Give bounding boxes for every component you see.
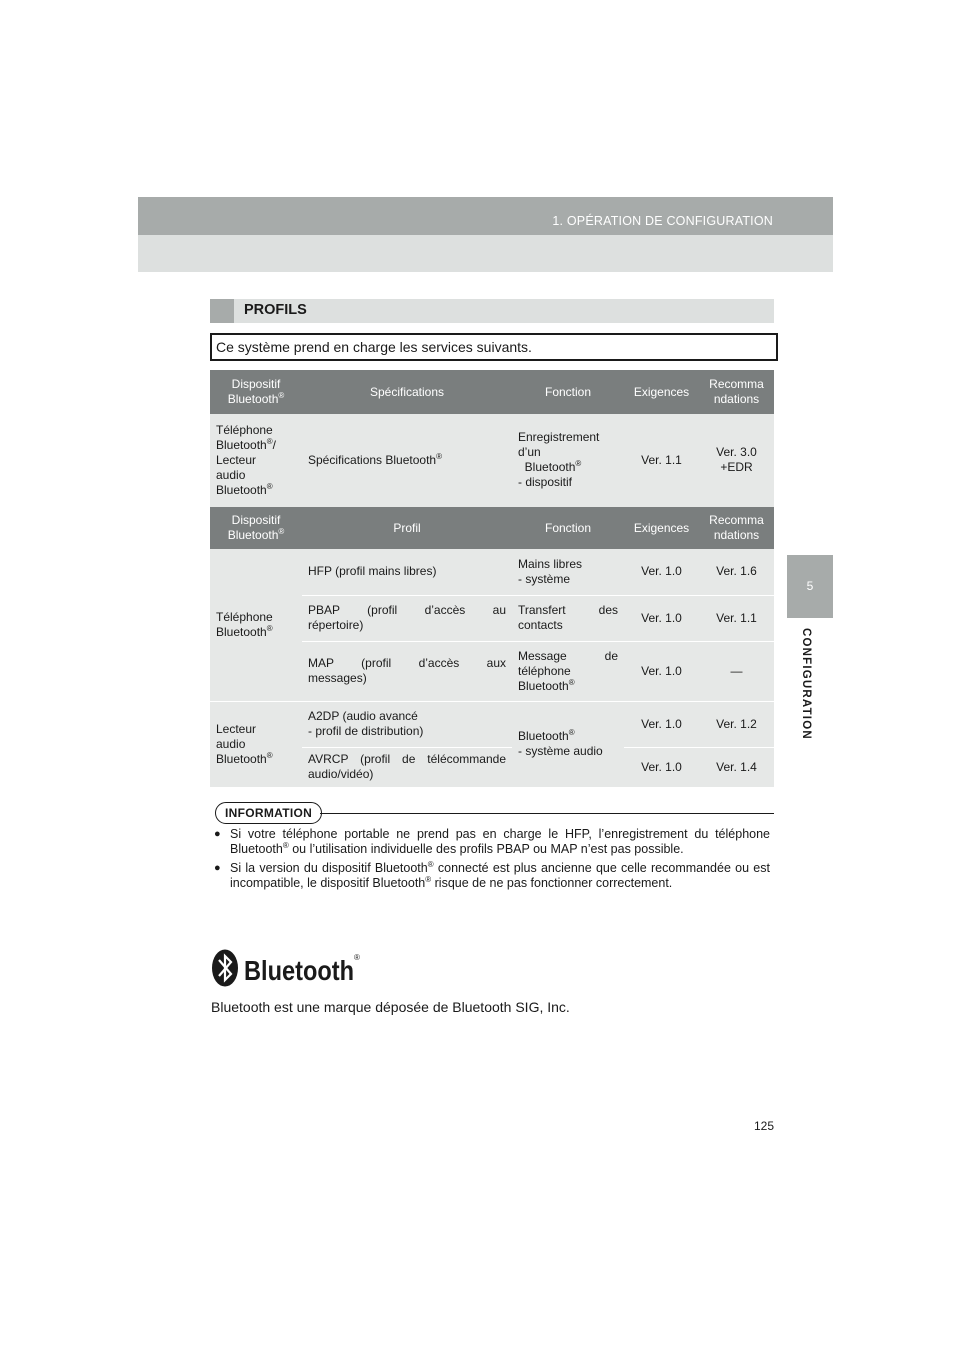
cell-text: Bluetooth [216,482,267,497]
cell-text: AVRCP (profil de télécommande [308,752,506,766]
recommendation-cell: Ver. 1.4 [699,747,774,787]
cell-text: contacts [518,618,563,632]
col-header-device [210,507,302,549]
cell-text: Bluetooth [518,678,569,693]
cell-text: PBAP (profil d’accès au [308,603,506,617]
recommendation-cell: Ver. 1.2 [699,701,774,747]
table-header-row [210,370,774,414]
header-text: Dispositif [231,377,281,391]
col-header-spec: Spécifications [302,370,512,414]
function-cell [512,701,624,787]
header-text: ndations [713,392,760,406]
info-text: connecté est plus ancienne que celle recommandée ou est incompatible, le dispositif Bluetooth [230,861,770,890]
col-header-requirement: Exigences [624,507,699,549]
header-text: Bluetooth [227,392,279,406]
col-header-profile: Profil [302,507,512,549]
cell-text: répertoire) [308,618,364,632]
bluetooth-logo [211,948,361,988]
recommendation-cell [699,414,774,507]
profile-table [210,507,774,788]
chapter-tab [787,555,833,618]
cell-text: MAP (profil d’accès aux [308,656,506,670]
cell-text: Transfert des [518,603,618,617]
cell-text: +EDR [720,460,753,475]
requirement-cell: Ver. 1.0 [624,701,699,747]
registered-mark: ® [282,840,289,850]
registered-mark: ® [266,623,273,633]
registered-mark: ® [266,481,273,491]
cell-text: - système audio [518,744,603,758]
device-cell [210,549,302,701]
function-cell [512,641,624,701]
registered-mark: ® [266,436,273,446]
table-row [210,414,774,507]
page-number: 125 [754,1119,775,1133]
information-list [214,827,770,895]
cell-text: Lecteur [216,721,257,736]
page-header-bar [138,197,833,235]
requirement-cell: Ver. 1.0 [624,595,699,641]
info-text: ou l’utilisation individuelle des profils PBAP ou MAP n’est pas possible. [288,842,684,856]
registered-mark: ® [436,451,442,461]
recommendation-cell: Ver. 1.1 [699,595,774,641]
bluetooth-rune-icon [212,950,238,987]
information-rule [320,813,774,814]
cell-text: Lecteur [216,452,257,467]
profile-cell: HFP (profil mains libres) [302,549,512,595]
header-text: ndations [713,528,760,542]
table-row [210,701,774,747]
cell-text: Bluetooth [216,624,267,639]
section-heading [210,299,774,323]
cell-text: Téléphone [216,609,273,624]
cell-text: Spécifications Bluetooth [308,452,437,467]
cell-text: téléphone [518,663,571,678]
cell-text: Mains libres [518,556,583,571]
cell-text: - dispositif [518,475,573,490]
list-item [214,827,770,857]
cell-text: A2DP (audio avancé [308,709,418,723]
profile-cell [302,595,512,641]
cell-text: Bluetooth [216,437,267,452]
spec-cell [302,414,512,507]
function-cell [512,595,624,641]
table-header-row [210,507,774,549]
registered-mark: ® [425,874,432,884]
registered-mark: ® [575,459,582,469]
col-header-function: Fonction [512,370,624,414]
header-text: Recomma [709,513,764,527]
registered-mark: ® [278,391,285,400]
cell-text: - système [518,571,571,586]
cell-text: - profil de distribution) [308,724,424,738]
cell-text: Enregistrement [518,430,600,445]
chapter-number: 5 [806,579,814,593]
registered-mark: ® [278,527,285,536]
info-text: Si la version du dispositif Bluetooth [230,861,428,875]
col-header-function: Fonction [512,507,624,549]
col-header-device [210,370,302,414]
col-header-requirement: Exigences [624,370,699,414]
recommendation-cell: — [699,641,774,701]
cell-text: Bluetooth [216,751,267,766]
chapter-side-label: CONFIGURATION [800,628,812,740]
cell-text: messages) [308,671,367,685]
chapter-title: 1. OPÉRATION DE CONFIGURATION [552,214,773,228]
cell-text: Bluetooth [518,729,569,743]
information-label: INFORMATION [215,802,322,824]
requirement-cell: Ver. 1.1 [624,414,699,507]
cell-text: / [272,437,276,452]
info-text: risque de ne pas fonctionner correctement. [431,876,673,890]
requirement-cell: Ver. 1.0 [624,747,699,787]
recommendation-cell: Ver. 1.6 [699,549,774,595]
cell-text: audio [216,736,246,751]
device-cell [210,414,302,507]
device-cell [210,701,302,787]
specification-table [210,370,774,508]
header-text: Recomma [709,377,764,391]
function-cell [512,414,624,507]
registered-mark: ® [568,728,575,737]
section-heading-label: PROFILS [244,302,307,318]
cell-text: audio/vidéo) [308,767,374,781]
cell-text: Bluetooth [524,460,576,475]
cell-text: d’un [518,445,541,460]
trademark-note: Bluetooth est une marque déposée de Bluetooth SIG, Inc. [211,999,570,1015]
cell-text: Téléphone [216,422,273,437]
registered-mark: ® [427,859,434,869]
col-header-recommendation [699,507,774,549]
col-header-recommendation [699,370,774,414]
profile-cell [302,641,512,701]
bullet-icon: ● [214,862,221,874]
page-header-band [138,197,833,272]
registered-mark: ® [354,953,360,962]
cell-text: Message de [518,648,618,663]
bluetooth-wordmark: Bluetooth [244,955,354,986]
header-text: Dispositif [231,513,281,527]
header-text: Bluetooth [227,528,279,542]
section-heading-marker [210,299,234,323]
table-row [210,549,774,595]
requirement-cell: Ver. 1.0 [624,549,699,595]
info-text: Si votre téléphone portable ne prend pas en charge le HFP, l’enregistrement du téléphone Bluetooth [230,827,770,856]
cell-text: Ver. 3.0 [716,445,757,460]
registered-mark: ® [568,677,575,687]
list-item [214,861,770,891]
registered-mark: ® [266,750,273,760]
section-intro: Ce système prend en charge les services suivants. [210,333,778,361]
bullet-icon: ● [214,828,221,840]
cell-text: audio [216,467,246,482]
function-cell [512,549,624,595]
profile-cell [302,701,512,747]
requirement-cell: Ver. 1.0 [624,641,699,701]
profile-cell [302,747,512,787]
